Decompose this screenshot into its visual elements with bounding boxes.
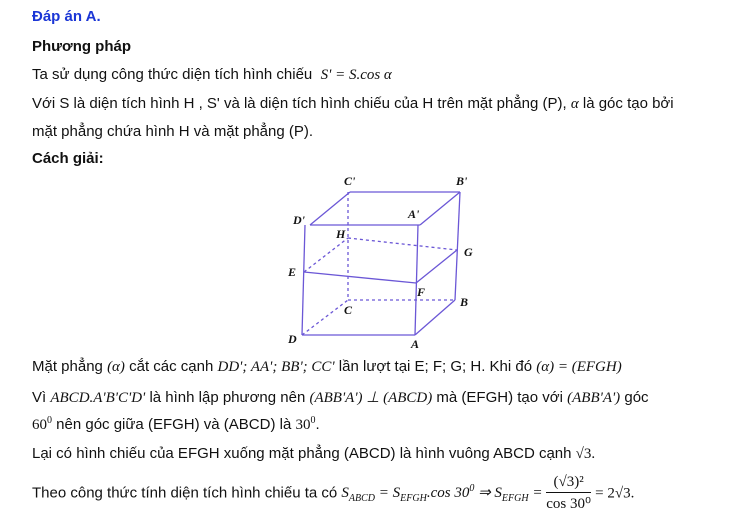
label-d: D — [288, 332, 297, 346]
section-fg — [416, 250, 457, 283]
s1-c: lần lượt tại E; F; G; H. Khi đó — [338, 358, 533, 375]
s5-a: Theo công thức tính diện tích hình chiếu ta có — [32, 484, 338, 502]
section-eh-hidden — [304, 238, 348, 272]
s2-a: Vì — [32, 389, 47, 406]
label-h: H — [336, 227, 346, 241]
s2-cube: ABCD.A'B'C'D' — [50, 390, 146, 406]
s3-a: nên góc giữa (EFGH) và (ABCD) là — [56, 416, 292, 433]
solution-heading: Cách giải: — [32, 150, 104, 167]
s2-c: mà (EFGH) tạo với — [436, 389, 563, 406]
section-hg-hidden — [348, 238, 457, 250]
s4-root: √3. — [575, 446, 596, 462]
method-heading: Phương pháp — [32, 38, 132, 55]
projection-formula: S' = S.cos α — [320, 67, 392, 83]
s5-fraction — [546, 474, 591, 513]
edge-b1-b — [455, 192, 460, 300]
label-a: A — [411, 337, 420, 348]
alpha-symbol: α — [570, 96, 579, 112]
s1-eq: (α) = (EFGH) — [536, 359, 622, 375]
edge-a1-a — [415, 225, 418, 335]
label-a-prime: A' — [408, 207, 420, 221]
cube-figure — [280, 170, 500, 348]
label-f: F — [417, 285, 426, 299]
s5-formula: $S_{ABCD} = S_{EFGH}.\cos$ $30^0$ ⇒ $S_{EFGH}$ = — [341, 483, 547, 505]
label-d-prime: D' — [293, 213, 305, 227]
solution-line-5 — [32, 474, 634, 513]
s5-result: = 2√3. — [595, 485, 635, 502]
method-line-3: mặt phẳng chứa hình H và mặt phẳng (P). — [32, 123, 314, 140]
s3-deg: $60^0$ — [32, 415, 52, 433]
method-line-2 — [32, 95, 674, 113]
s1-edges: DD'; AA'; BB'; CC' — [217, 359, 335, 375]
method-line-2b: là góc tạo bởi — [582, 95, 674, 112]
s2-plane: (ABB'A') — [567, 390, 621, 406]
s2-d: góc — [624, 389, 649, 406]
method-line-1 — [32, 66, 392, 84]
label-c: C — [344, 303, 353, 317]
s5-denominator: cos 30⁰ — [546, 496, 591, 512]
method-line-2a: Với S là diện tích hình H , S' và là diện tích hình chiếu của H trên mặt phẳng (P), — [32, 95, 567, 112]
s1-alpha: (α) — [107, 359, 125, 375]
s2-perp: (ABB'A') ⊥ (ABCD) — [309, 390, 433, 406]
label-b: B — [460, 295, 469, 309]
s5-numerator: (√3)² — [546, 474, 591, 493]
label-g: G — [464, 245, 473, 259]
solution-line-4 — [32, 445, 595, 463]
s1-a: Mặt phẳng — [32, 358, 103, 375]
label-b-prime: B' — [456, 174, 468, 188]
label-e: E — [288, 265, 297, 279]
s2-b: là hình lập phương nên — [149, 389, 306, 406]
section-ef — [304, 272, 416, 283]
s4-a: Lại có hình chiếu của EFGH xuống mặt phẳng (ABCD) là hình vuông ABCD cạnh — [32, 445, 572, 462]
edge-d1-c1 — [310, 192, 350, 225]
edge-a1-b1 — [420, 192, 460, 225]
s3-deg2: $30^0$ — [295, 415, 316, 433]
s1-b: cắt các cạnh — [129, 358, 214, 375]
label-c-prime: C' — [344, 174, 356, 188]
edge-a-b — [415, 300, 455, 335]
solution-line-1 — [32, 358, 622, 376]
edge-d1-d — [302, 225, 305, 335]
solution-line-3: $60^0$ nên góc giữa (EFGH) và (ABCD) là $30^0$. — [32, 415, 320, 433]
solution-line-2 — [32, 388, 649, 407]
method-line-1-text: Ta sử dụng công thức diện tích hình chiếu — [32, 66, 313, 83]
edge-d-c-hidden — [302, 300, 348, 335]
answer-line: Đáp án A. — [32, 8, 101, 25]
